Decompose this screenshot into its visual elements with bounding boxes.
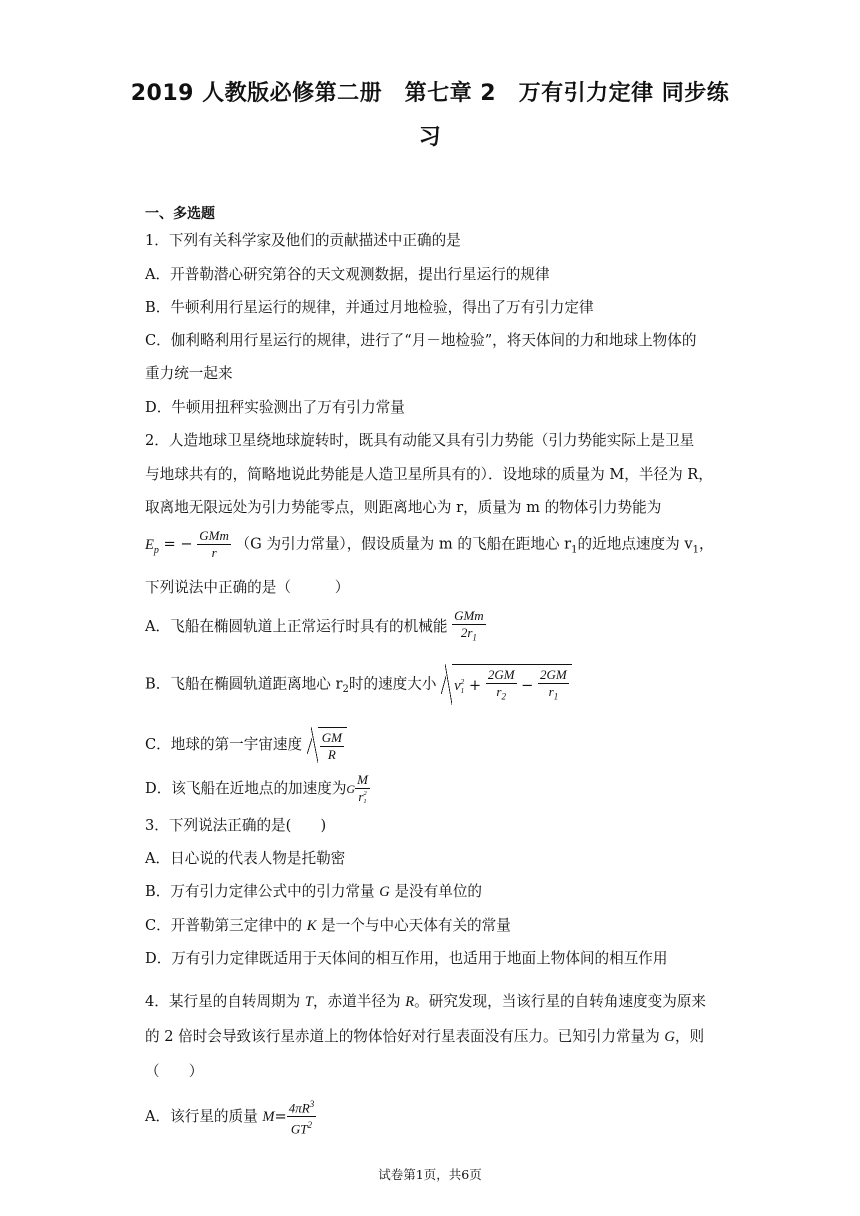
q4-stem-line1: 4．某行星的自转周期为 T，赤道半径为 R。研究发现，当该行星的自转角速度变为原来 bbox=[145, 993, 707, 1010]
section-heading: 一、多选题 bbox=[145, 206, 215, 222]
q1-option-b: B．牛顿利用行星运行的规律，并通过月地检验，得出了万有引力定律 bbox=[145, 299, 594, 316]
q1-option-a: A．开普勒潜心研究第谷的天文观测数据，提出行星运行的规律 bbox=[145, 266, 550, 283]
q3-stem: 3．下列说法正确的是( ) bbox=[145, 817, 327, 834]
speed-sqrt-expression: v 2 1 + $\frac{2GM}{r_2}$ − $\frac{2GM}{r_1}$ bbox=[441, 664, 572, 705]
q3-option-c: C．开普勒第三定律中的 K 是一个与中心天体有关的常量 bbox=[145, 917, 511, 934]
page-title-line2: 习 bbox=[418, 125, 442, 150]
q2-stem-line5: 下列说法中正确的是（ ） bbox=[145, 579, 350, 596]
planet-mass-fraction: $\frac{4\pi R^3}{GT^2}$ bbox=[287, 1096, 316, 1138]
mechanical-energy-fraction: $\frac{\text{GMm}}{2r_1}$ bbox=[454, 608, 484, 643]
q2-option-d: D．该飞船在近地点的加速度为G M r 2 1 bbox=[145, 772, 368, 806]
q1-option-c-cont: 重力统一起来 bbox=[145, 365, 233, 382]
q2-stem-line3: 取离地无限远处为引力势能零点，则距离地心为 r，质量为 m 的物体引力势能为 bbox=[145, 499, 662, 516]
page-footer: 试卷第1页，共6页 bbox=[378, 1167, 482, 1182]
q3-option-d: D．万有引力定律既适用于天体间的相互作用，也适用于地面上物体间的相互作用 bbox=[145, 950, 668, 967]
acceleration-fraction: M r 2 1 bbox=[357, 772, 368, 806]
q2-stem-line4: $E_p$ = − $\frac{\text{GMm}}{r}$ （G 为引力常量），假设质量为 m 的飞船在距地心 $r_1$的近地点速度为 $v_1$， bbox=[145, 528, 714, 560]
q1-option-c: C．伽利略利用行星运行的规律，进行了“月－地检验”，将天体间的力和地球上物体的 bbox=[145, 332, 697, 349]
q1-stem: 1．下列有关科学家及他们的贡献描述中正确的是 bbox=[145, 232, 461, 249]
q4-stem-line2: 的 2 倍时会导致该行星赤道上的物体恰好对行星表面没有压力。已知引力常量为 G，则 bbox=[145, 1028, 705, 1045]
first-cosmic-velocity-sqrt: $\frac{GM}{R}$ bbox=[307, 727, 347, 763]
potential-energy-fraction: $\frac{\text{GMm}}{r}$ bbox=[199, 528, 229, 560]
q4-stem-line3: （ ） bbox=[145, 1063, 204, 1080]
q2-option-a: A．飞船在椭圆轨道上正常运行时具有的机械能 $\frac{\text{GMm}}{2r_1}$ bbox=[145, 608, 486, 646]
potential-energy-symbol: $E_p$ bbox=[145, 536, 159, 556]
q2-option-b: B．飞船在椭圆轨道距离地心 $r_2$时的速度大小 v 2 1 + $\frac{2GM}{r_2}$ − $\frac{2GM}{r_1}$ bbox=[145, 664, 572, 705]
page-title-line1: 2019 人教版必修第二册 第七章 2 万有引力定律 同步练 bbox=[130, 81, 730, 106]
q2-option-c: C．地球的第一宇宙速度 $\frac{GM}{R}$ bbox=[145, 727, 347, 763]
q3-option-a: A．日心说的代表人物是托勒密 bbox=[145, 850, 346, 867]
q1-option-d: D．牛顿用扭秤实验测出了万有引力常量 bbox=[145, 399, 405, 416]
q2-stem-line1: 2．人造地球卫星绕地球旋转时，既具有动能又具有引力势能（引力势能实际上是卫星 bbox=[145, 432, 695, 449]
q2-stem-line2: 与地球共有的，简略地说此势能是人造卫星所具有的）．设地球的质量为 M，半径为 R， bbox=[145, 466, 713, 483]
q3-option-b: B．万有引力定律公式中的引力常量 G 是没有单位的 bbox=[145, 883, 483, 900]
q4-option-a: A．该行星的质量 M= $\frac{4\pi R^3}{GT^2}$ bbox=[145, 1096, 316, 1138]
